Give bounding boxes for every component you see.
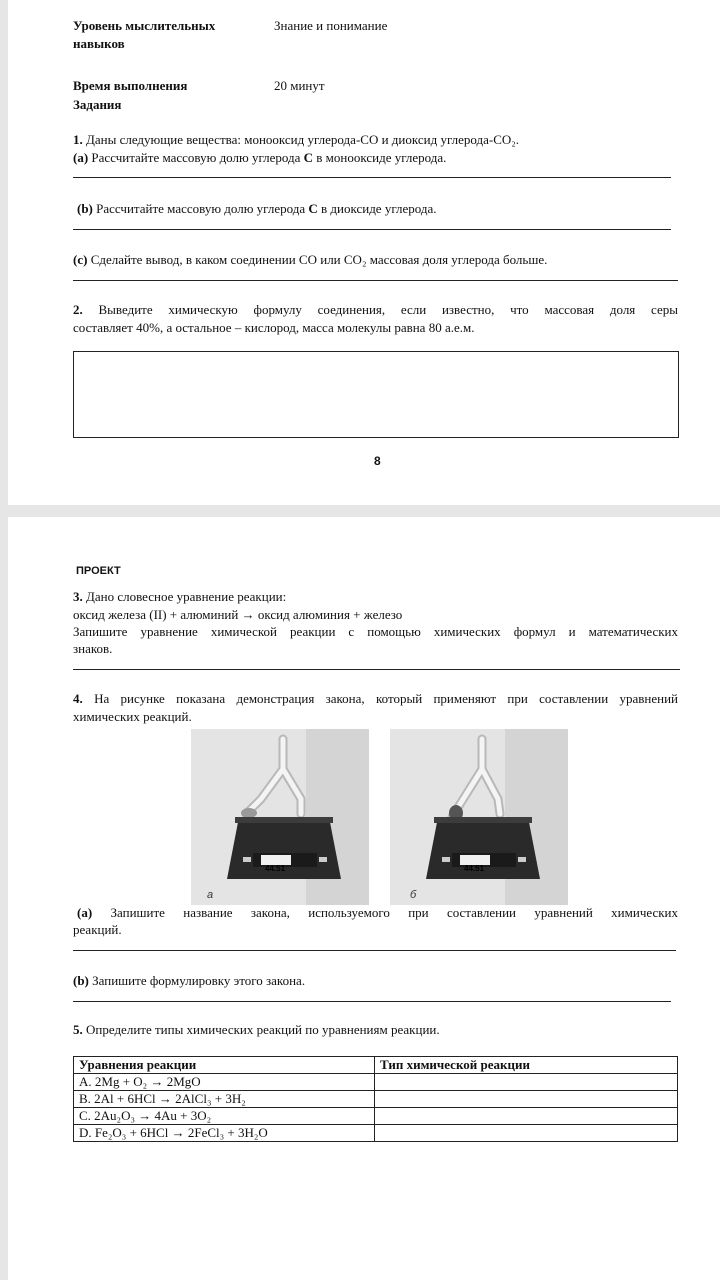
q2-line1 — [73, 302, 678, 318]
q2-answer-box[interactable] — [73, 351, 679, 438]
table-row — [74, 1091, 678, 1108]
q4-number: 4. — [73, 691, 83, 706]
q2-number: 2. — [73, 302, 83, 317]
q4b-answer-line[interactable] — [73, 1001, 671, 1002]
equation-cell: A. 2Mg + O₂ → 2MgO — [74, 1074, 375, 1091]
q5-statement: Определите типы химических реакций по уравнениям реакции. — [86, 1022, 440, 1037]
worksheet-page-2 — [8, 517, 720, 1280]
q2-line2: составляет 40%, а остальное – кислород, масса молекулы равна 80 а.е.м. — [73, 320, 475, 335]
q1c-statement: Сделайте вывод, в каком соединении СО или СО₂ массовая доля углерода больше. — [90, 252, 548, 267]
q4a-line1 — [77, 905, 678, 921]
time-value: 20 минут — [274, 78, 325, 93]
q3-number: 3. — [73, 589, 83, 604]
q1b-statement: Рассчитайте массовую долю углерода — [96, 201, 306, 216]
q1a-bold: С — [303, 150, 314, 165]
q4b-mark: (b) — [73, 973, 89, 988]
q1a-mark: (а) — [73, 150, 89, 165]
scale-photo-a — [191, 729, 369, 905]
scale-photo-b — [390, 729, 568, 905]
q1b-bold: С — [308, 201, 318, 216]
q4-line2: химических реакций. — [73, 709, 192, 724]
q4a-answer-line[interactable] — [73, 950, 676, 951]
q1a-statement: Рассчитайте массовую долю углерода — [91, 150, 301, 165]
q4-line1 — [73, 691, 678, 707]
q3-line2: оксид железа (II) + алюминий → оксид алюминия + железо — [73, 607, 403, 622]
q4b-text — [73, 973, 305, 989]
q5-text — [73, 1022, 440, 1038]
equation-cell: D. Fe₂O₃ + 6HCl → 2FeCl₃ + 3H₂O — [74, 1125, 375, 1142]
q5-number: 5. — [73, 1022, 83, 1037]
q3-line4: знаков. — [73, 641, 113, 656]
reactions-table — [73, 1056, 678, 1142]
equation-cell: B. 2Al + 6HCl → 2AlCl₃ + 3H₂ — [74, 1091, 375, 1108]
q1b-mark: (b) — [77, 201, 93, 216]
page-number: 8 — [374, 454, 381, 468]
table-header-type: Тип химической реакции — [375, 1057, 678, 1074]
reaction-type-cell[interactable] — [375, 1108, 678, 1125]
skill-label-line2: навыков — [73, 36, 125, 51]
reaction-type-cell[interactable] — [375, 1091, 678, 1108]
table-row — [74, 1125, 678, 1142]
q4a-line2: реакций. — [73, 922, 122, 937]
q1b-tail: в диоксиде углерода. — [321, 201, 437, 216]
q3-line1-text: Дано словесное уравнение реакции: — [86, 589, 287, 604]
scale-illustration-b — [390, 729, 568, 905]
skill-label-line1: Уровень мыслительных — [73, 18, 216, 33]
q1b-text — [77, 201, 437, 217]
q4b-statement: Запишите формулировку этого закона. — [92, 973, 306, 988]
q4a-mark: (а) — [77, 905, 93, 920]
table-header-row — [74, 1057, 678, 1074]
q1a-text — [73, 150, 446, 166]
q4a-line1-text: Запишите название закона, используемого при составлении уравнений химических — [110, 905, 678, 920]
q1-text — [73, 132, 519, 148]
time-label-line1: Время выполнения — [73, 78, 188, 93]
reaction-type-cell[interactable] — [375, 1074, 678, 1091]
q1c-mark: (с) — [73, 252, 88, 267]
q1-number: 1. — [73, 132, 83, 147]
photo-label-b: б — [410, 889, 417, 901]
q1a-answer-line[interactable] — [73, 177, 671, 178]
scale-readout-b: 44.51 — [464, 864, 485, 873]
table-header-equation: Уравнения реакции — [74, 1057, 375, 1074]
q4-line1-text: На рисунке показана демонстрация закона, который применяют при составлении уравнений — [94, 691, 678, 706]
project-header: ПРОЕКТ — [76, 565, 121, 577]
equation-cell: C. 2Au₂O₃ → 4Au + 3O₂ — [74, 1108, 375, 1125]
worksheet-page-1 — [8, 0, 720, 505]
q3-line3: Запишите уравнение химической реакции с помощью химических формул и математических — [73, 624, 678, 639]
q2-line1-text: Выведите химическую формулу соединения, если известно, что массовая доля серы — [98, 302, 678, 317]
scale-illustration-a — [191, 729, 369, 905]
q1a-tail: в монооксиде углерода. — [316, 150, 447, 165]
q1b-answer-line[interactable] — [73, 229, 671, 230]
time-label-line2: Задания — [73, 97, 122, 112]
skill-value: Знание и понимание — [274, 18, 388, 33]
q3-line1 — [73, 589, 286, 605]
q1-statement: Даны следующие вещества: монооксид углерода-СО и диоксид углерода-СО₂. — [86, 132, 520, 147]
q1c-answer-line[interactable] — [73, 280, 678, 281]
q3-answer-line[interactable] — [73, 669, 680, 670]
photo-label-a: а — [207, 889, 214, 901]
table-row — [74, 1108, 678, 1125]
q1c-text — [73, 252, 547, 268]
table-row — [74, 1074, 678, 1091]
scale-readout-a: 44.51 — [265, 864, 286, 873]
reaction-type-cell[interactable] — [375, 1125, 678, 1142]
